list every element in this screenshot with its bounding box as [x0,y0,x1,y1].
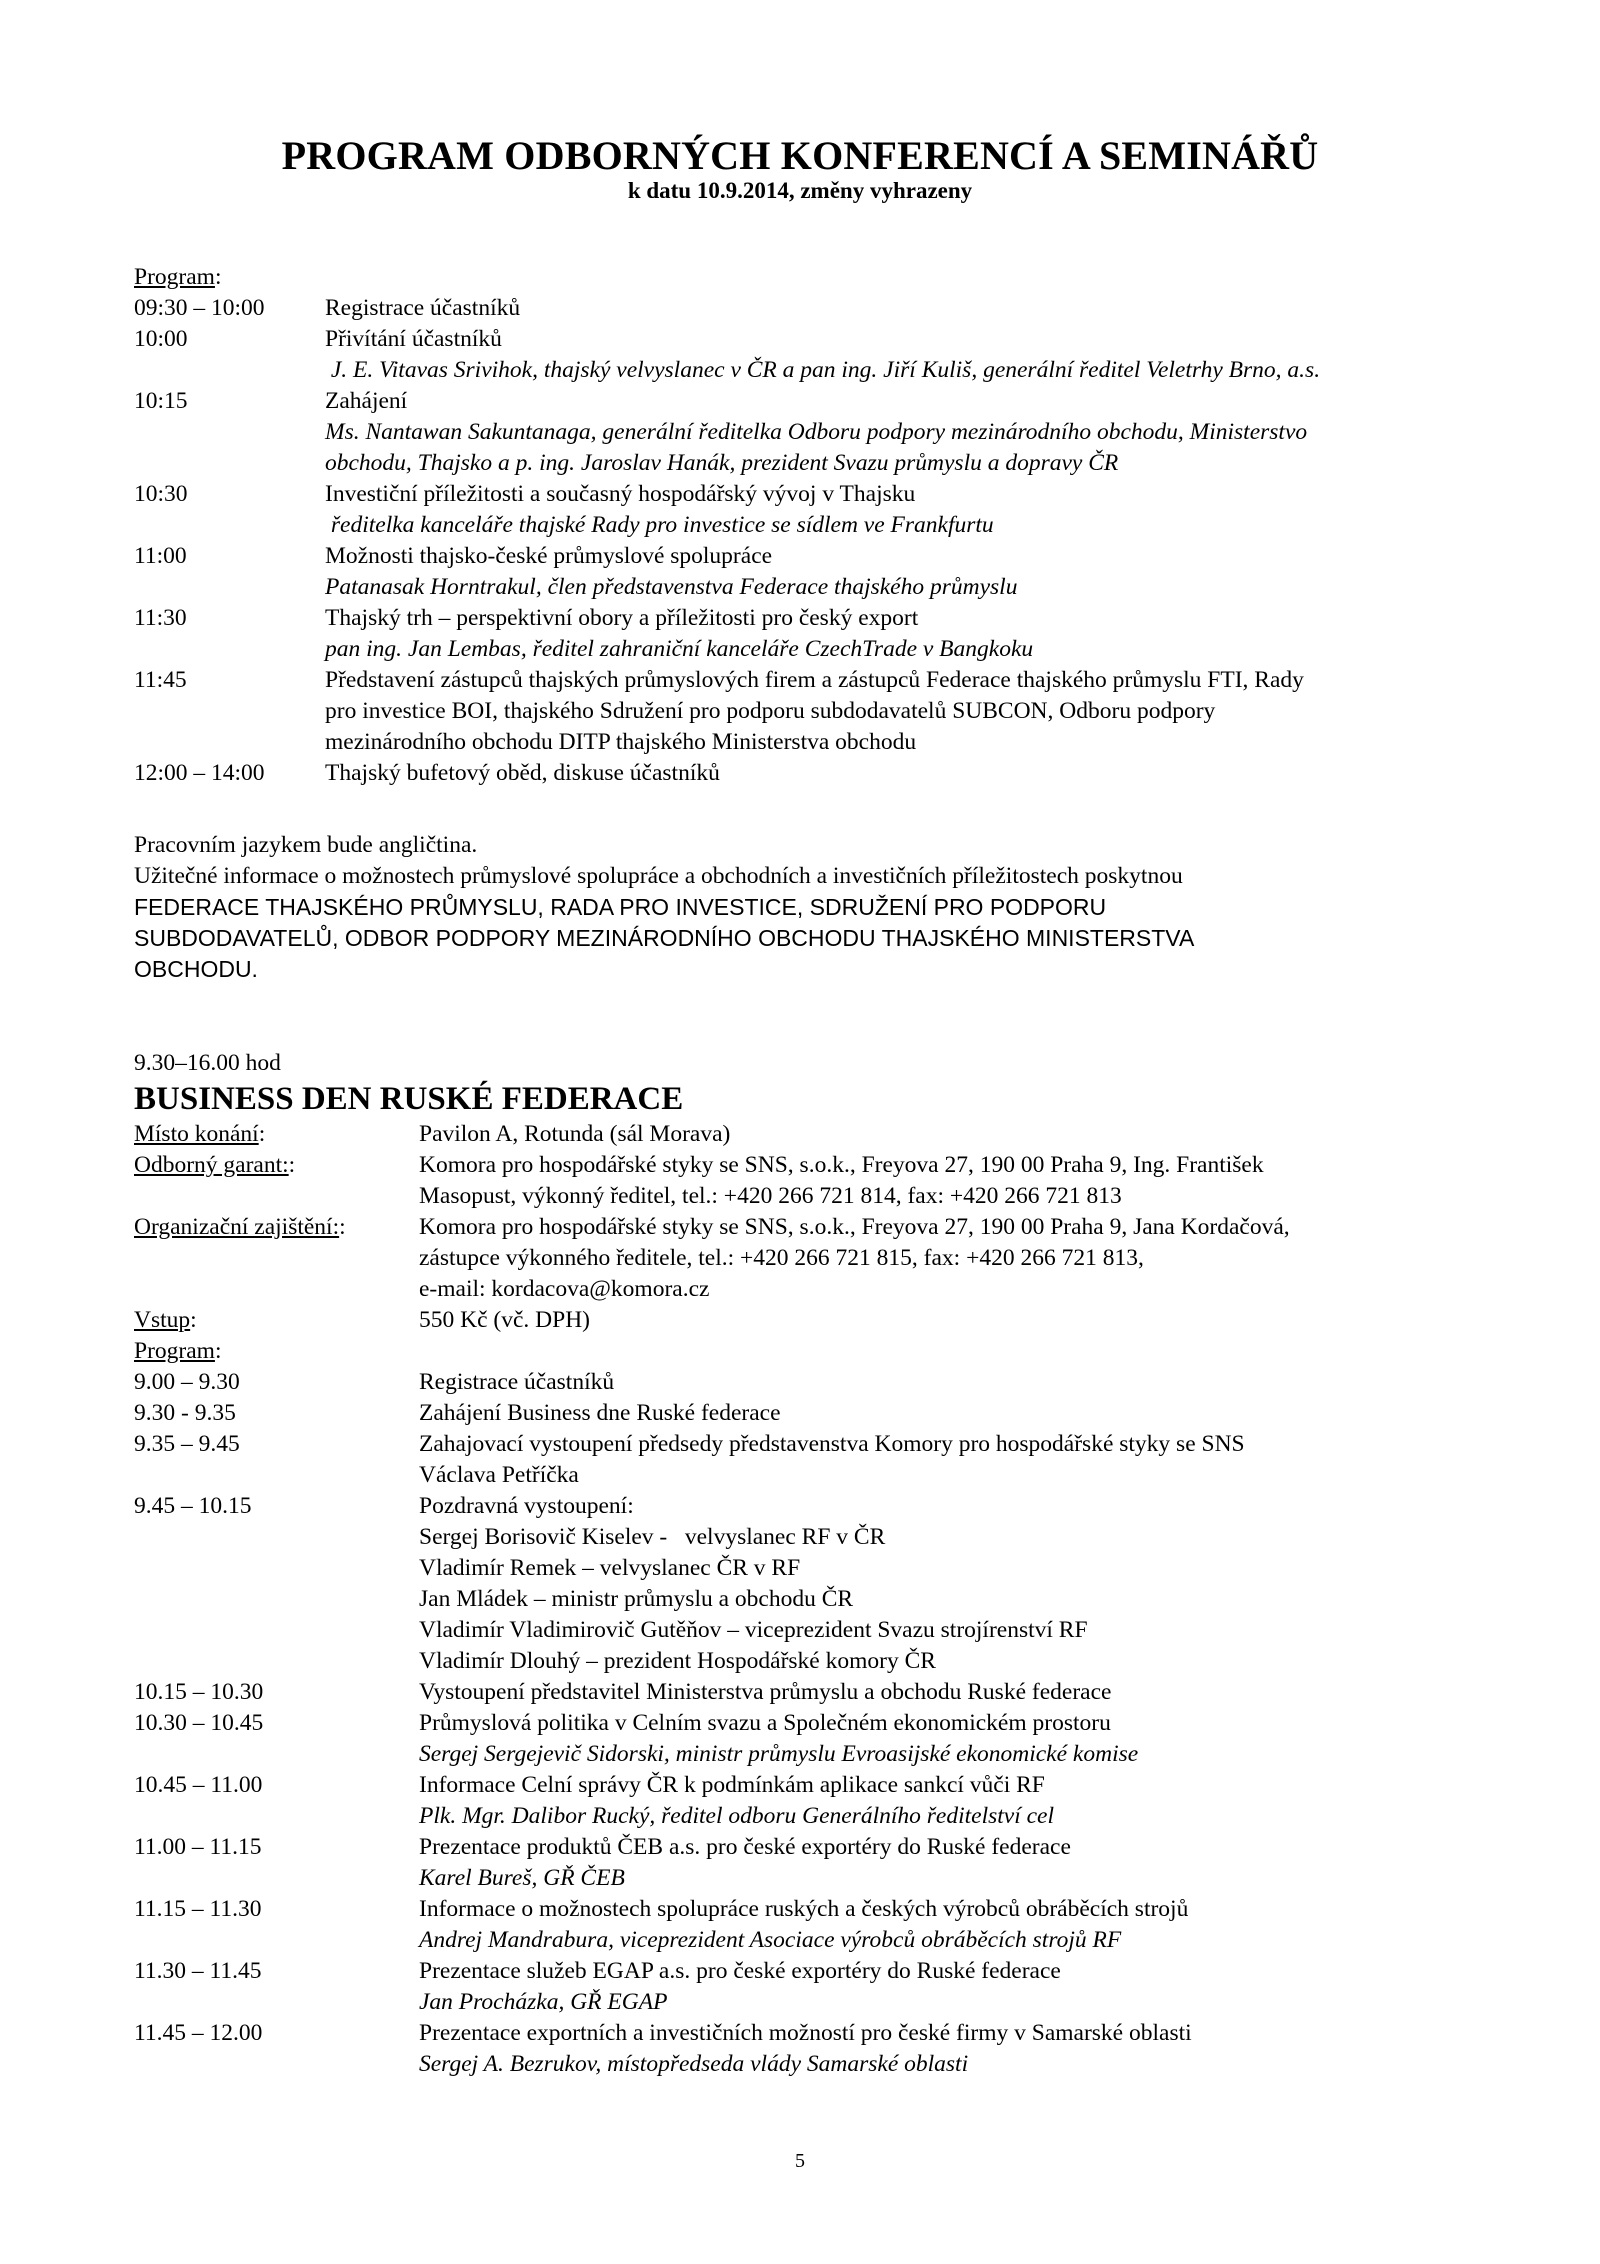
schedule-description [419,2018,1474,2080]
topic-line: Zahájení Business dne Ruské federace [419,1400,781,1426]
info-value [419,1119,1474,1150]
speaker-line: Jan Procházka, GŘ EGAP [419,1989,668,2015]
program-colon-2: : [214,1338,222,1364]
info-value [419,1305,1474,1336]
document-title: PROGRAM ODBORNÝCH KONFERENCÍ A SEMINÁŘŮ [281,133,1319,178]
info-label-cell [134,1119,419,1150]
info-value-line: Komora pro hospodářské styky se SNS, s.o.k., Freyova 27, 190 00 Praha 9, Ing. František [419,1152,1264,1178]
info-line: Užitečné informace o možnostech průmyslové spolupráce a obchodních a investičních příležitostech poskytnou [134,863,1183,889]
speaker-line: Patanasak Horntrakul, člen představenstva Federace thajského průmyslu [325,574,1018,600]
schedule-row [134,293,1474,324]
schedule-description [419,1429,1474,1491]
schedule-time: 09:30 – 10:00 [134,295,265,321]
speaker-line: obchodu, Thajsko a p. ing. Jaroslav Hanák, prezident Svazu průmyslu a dopravy ČR [325,450,1119,476]
thai-conference-program [134,262,1474,789]
schedule-row [134,1770,1474,1832]
topic-line: Prezentace služeb EGAP a.s. pro české exportéry do Ruské federace [419,1958,1061,1984]
schedule-description [419,1677,1474,1708]
info-row [134,1305,1474,1336]
info-label-suffix: : [190,1307,197,1333]
schedule-description [419,1770,1474,1832]
program-label-2: Program [134,1338,215,1364]
schedule-time: 11:45 [134,667,187,693]
topic-line: Sergej Borisovič Kiselev - velvyslanec RF v ČR [419,1524,886,1550]
schedule-time: 11.15 – 11.30 [134,1896,262,1922]
schedule-time: 9.00 – 9.30 [134,1369,240,1395]
topic-line: pro investice BOI, thajského Sdružení pro podporu subdodavatelů SUBCON, Odboru podpory [325,698,1216,724]
schedule-row [134,665,1474,758]
schedule-row [134,1367,1474,1398]
speaker-line: ředitelka kanceláře thajské Rady pro investice se sídlem ve Frankfurtu [325,512,994,538]
info-value-line: zástupce výkonného ředitele, tel.: +420 266 721 815, fax: +420 266 721 813, [419,1245,1144,1271]
speaker-line: J. E. Vitavas Srivihok, thajský velvyslanec v ČR a pan ing. Jiří Kuliš, generální ředitel Veletrhy Brno, a.s. [325,357,1321,383]
schedule-time: 10.15 – 10.30 [134,1679,264,1705]
info-value-line: Masopust, výkonný ředitel, tel.: +420 266 721 814, fax: +420 266 721 813 [419,1183,1122,1209]
info-label-cell [134,1150,419,1212]
organizers-caps-line-1: FEDERACE THAJSKÉHO PRŮMYSLU, RADA PRO INVESTICE, SDRUŽENÍ PRO PODPORU [134,894,1107,920]
program-colon: : [214,264,222,290]
thai-conference-notes [134,830,1474,985]
schedule-time: 9.45 – 10.15 [134,1493,252,1519]
info-label: Místo konání [134,1121,259,1147]
speaker-line: Plk. Mgr. Dalibor Rucký, ředitel odboru Generálního ředitelství cel [419,1803,1055,1829]
event-heading: BUSINESS DEN RUSKÉ FEDERACE [134,1081,684,1117]
event-time-range: 9.30–16.00 hod [134,1050,281,1076]
topic-line: Thajský trh – perspektivní obory a příležitosti pro český export [325,605,919,631]
topic-line: Vladimír Remek – velvyslanec ČR v RF [419,1555,801,1581]
organizers-caps-line-2: SUBDODAVATELŮ, ODBOR PODPORY MEZINÁRODNÍHO OBCHODU THAJSKÉHO MINISTERSTVA [134,925,1195,951]
topic-line: Představení zástupců thajských průmyslových firem a zástupců Federace thajského průmyslu FTI, Rady [325,667,1304,693]
schedule-description [419,1708,1474,1770]
topic-line: Zahajovací vystoupení předsedy představenstva Komory pro hospodářské styky se SNS [419,1431,1245,1457]
topic-line: Informace o možnostech spolupráce ruských a českých výrobců obráběcích strojů [419,1896,1189,1922]
schedule-time: 9.30 - 9.35 [134,1400,236,1426]
program-label: Program [134,264,215,290]
info-value-line: 550 Kč (vč. DPH) [419,1307,590,1333]
info-label-suffix: : [258,1121,266,1147]
speaker-line: Karel Bureš, GŘ ČEB [419,1865,625,1891]
program-item-list [134,293,1474,789]
schedule-description [419,1367,1474,1398]
russian-business-day [134,1048,1474,2080]
info-label-suffix: : [339,1214,346,1240]
schedule-description [325,293,1474,324]
schedule-description [325,324,1474,386]
schedule-row [134,1677,1474,1708]
speaker-line: Ms. Nantawan Sakuntanaga, generální ředitelka Odboru podpory mezinárodního obchodu, Ministerstvo [325,419,1308,445]
schedule-row [134,1956,1474,2018]
schedule-description [325,603,1474,665]
topic-line: Vladimír Dlouhý – prezident Hospodářské komory ČR [419,1648,936,1674]
info-label: Vstup [134,1307,191,1333]
info-row [134,1150,1474,1212]
topic-line: Registrace účastníků [325,295,521,321]
info-label: Organizační zajištění: [134,1214,340,1240]
schedule-description [325,541,1474,603]
schedule-row [134,1708,1474,1770]
schedule-description [419,1832,1474,1894]
speaker-line: Sergej A. Bezrukov, místopředseda vlády Samarské oblasti [419,2051,969,2077]
schedule-time: 9.35 – 9.45 [134,1431,240,1457]
schedule-row [134,541,1474,603]
schedule-row [134,603,1474,665]
schedule-row [134,386,1474,479]
schedule-row [134,1398,1474,1429]
event-info-list [134,1119,1474,1336]
topic-line: Zahájení [325,388,408,414]
topic-line: mezinárodního obchodu DITP thajského Ministerstva obchodu [325,729,917,755]
topic-line: Vystoupení představitel Ministerstva průmyslu a obchodu Ruské federace [419,1679,1112,1705]
page-number: 5 [795,2150,805,2172]
organizers-caps-line-3: OBCHODU. [134,956,258,982]
program-heading [134,262,1474,293]
schedule-row [134,324,1474,386]
info-label: Odborný garant: [134,1152,289,1178]
schedule-description [325,479,1474,541]
topic-line: Vladimír Vladimirovič Gutěňov – viceprezident Svazu strojírenství RF [419,1617,1088,1643]
schedule-row [134,1491,1474,1677]
schedule-time: 11.45 – 12.00 [134,2020,263,2046]
info-row [134,1119,1474,1150]
schedule-description [419,1491,1474,1677]
info-value-line: Pavilon A, Rotunda (sál Morava) [419,1121,731,1147]
schedule-time: 11.30 – 11.45 [134,1958,262,1984]
schedule-description [419,1956,1474,2018]
schedule-description [419,1398,1474,1429]
schedule-row [134,1894,1474,1956]
schedule-description [325,665,1474,758]
schedule-row [134,758,1474,789]
schedule-time: 10:30 [134,481,188,507]
schedule-time: 10.45 – 11.00 [134,1772,263,1798]
schedule-description [419,1894,1474,1956]
info-label-cell [134,1305,419,1336]
schedule-time: 11:30 [134,605,187,631]
schedule-time: 11:00 [134,543,187,569]
schedule-time: 10:00 [134,326,188,352]
schedule-row [134,2018,1474,2080]
topic-line: Thajský bufetový oběd, diskuse účastníků [325,760,720,786]
language-note: Pracovním jazykem bude angličtina. [134,832,478,858]
schedule-description [325,386,1474,479]
document-subtitle: k datu 10.9.2014, změny vyhrazeny [627,178,973,203]
topic-line: Možnosti thajsko-české průmyslové spolupráce [325,543,773,569]
schedule-row [134,1832,1474,1894]
program-heading-2 [134,1336,1474,1367]
program-item-list-2 [134,1367,1474,2080]
topic-line: Prezentace exportních a investičních možností pro české firmy v Samarské oblasti [419,2020,1192,2046]
schedule-time: 10.30 – 10.45 [134,1710,264,1736]
info-value [419,1212,1474,1305]
info-value-line: e-mail: kordacova@komora.cz [419,1276,710,1302]
schedule-time: 11.00 – 11.15 [134,1834,262,1860]
topic-line: Informace Celní správy ČR k podmínkám aplikace sankcí vůči RF [419,1772,1045,1798]
speaker-line: Andrej Mandrabura, viceprezident Asociace výrobců obráběcích strojů RF [419,1927,1122,1953]
info-row [134,1212,1474,1305]
topic-line: Jan Mládek – ministr průmyslu a obchodu ČR [419,1586,854,1612]
info-label-suffix: : [288,1152,296,1178]
info-label-cell [134,1212,419,1305]
topic-line: Václava Petříčka [419,1462,579,1488]
topic-line: Prezentace produktů ČEB a.s. pro české exportéry do Ruské federace [419,1834,1071,1860]
topic-line: Investiční příležitosti a současný hospodářský vývoj v Thajsku [325,481,916,507]
topic-line: Průmyslová politika v Celním svazu a Společném ekonomickém prostoru [419,1710,1111,1736]
speaker-line: Sergej Sergejevič Sidorski, ministr průmyslu Evroasijské ekonomické komise [419,1741,1139,1767]
topic-line: Registrace účastníků [419,1369,615,1395]
topic-line: Přivítání účastníků [325,326,502,352]
schedule-time: 12:00 – 14:00 [134,760,265,786]
speaker-line: pan ing. Jan Lembas, ředitel zahraniční kanceláře CzechTrade v Bangkoku [325,636,1034,662]
schedule-time: 10:15 [134,388,188,414]
topic-line: Pozdravná vystoupení: [419,1493,634,1519]
info-value-line: Komora pro hospodářské styky se SNS, s.o.k., Freyova 27, 190 00 Praha 9, Jana Kordačová, [419,1214,1290,1240]
schedule-row [134,479,1474,541]
schedule-row [134,1429,1474,1491]
schedule-description [325,758,1474,789]
info-value [419,1150,1474,1212]
